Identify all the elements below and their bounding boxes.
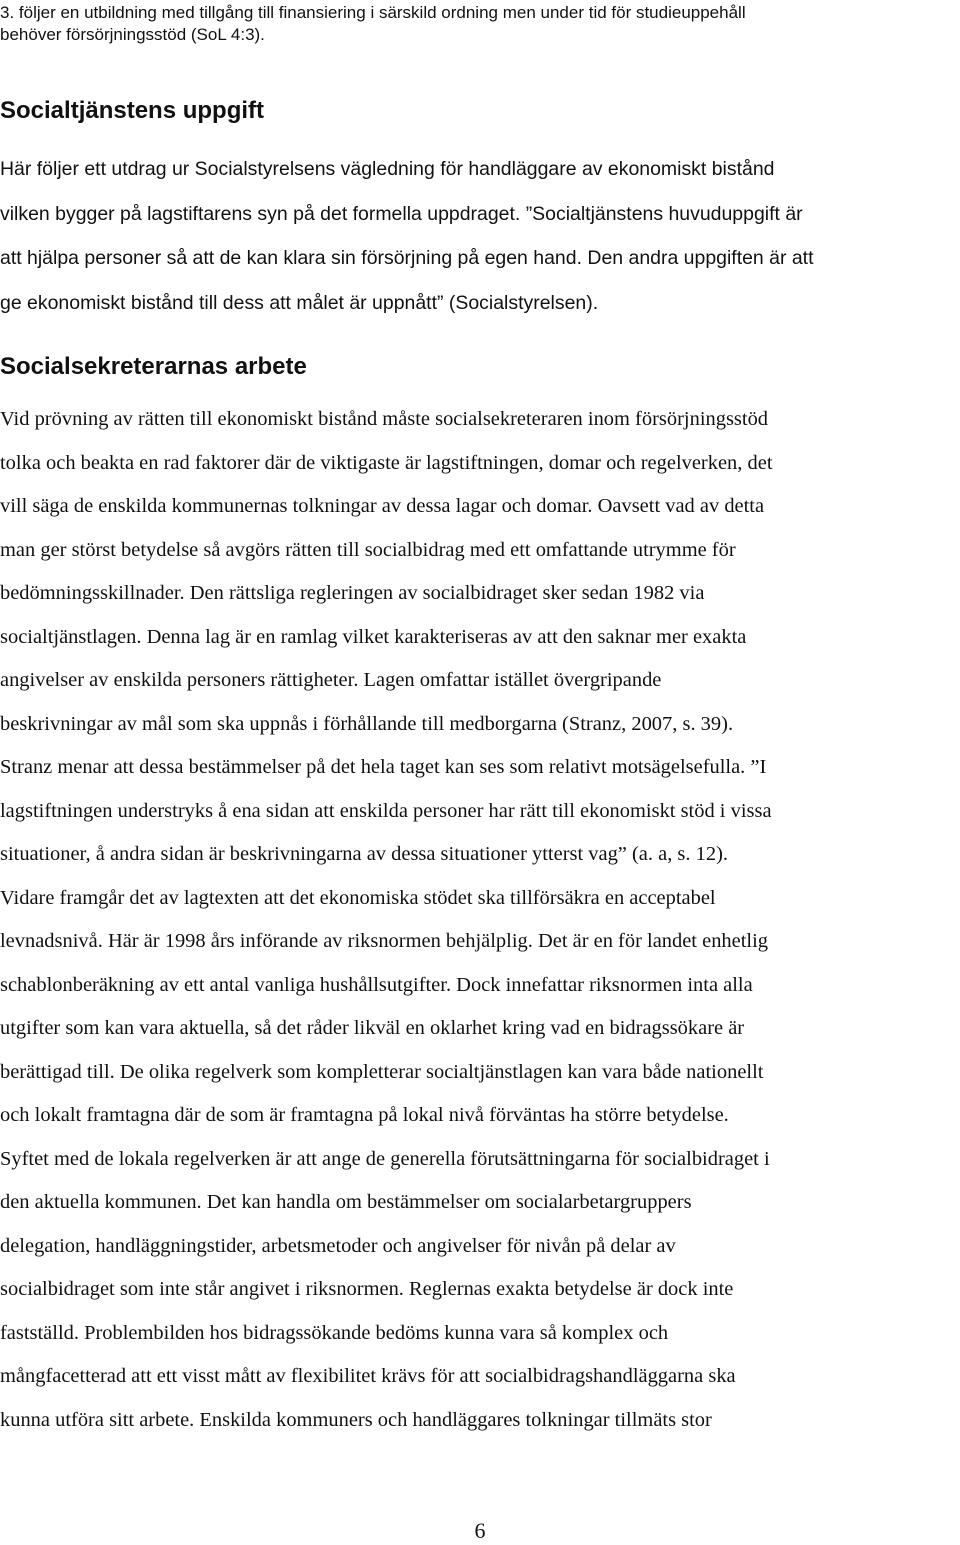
intro-paragraph [0,2,958,46]
paragraph-line: schablonberäkning av ett antal vanliga hushållsutgifter. Dock innefattar riksnormen inta alla [0,973,753,996]
paragraph-line: Vid prövning av rätten till ekonomiskt bistånd måste socialsekreteraren inom försörjningsstöd [0,408,769,430]
paragraph-line: situationer, å andra sidan är beskrivningarna av dessa situationer ytterst vag” (a. a, s. 12). [0,843,729,865]
paragraph-line: Vidare framgår det av lagtexten att det ekonomiska stödet ska tillförsäkra en acceptabel [0,886,716,909]
paragraph-line: beskrivningar av mål som ska uppnås i förhållande till medborgarna (Stranz, 2007, s. 39). [0,712,734,735]
paragraph-line: Här följer ett utdrag ur Socialstyrelsens vägledning för handläggare av ekonomiskt bistånd [0,158,775,180]
page-number: 6 [474,1518,486,1543]
paragraph-line: berättigad till. De olika regelverk som kompletterar socialtjänstlagen kan vara både nationellt [0,1060,764,1083]
paragraph-line: utgifter som kan vara aktuella, så det råder likväl en oklarhet kring vad en bidragssökare är [0,1017,745,1039]
paragraph-line: delegation, handläggningstider, arbetsmetoder och angivelser för nivån på delar av [0,1234,676,1257]
intro-line: 3. följer en utbildning med tillgång till finansiering i särskild ordning men under tid för studieuppehåll [0,3,746,22]
paragraph-socialsekreterarnas-arbete [0,398,960,1442]
paragraph-line: socialbidraget som inte står angivet i riksnormen. Reglernas exakta betydelse är dock inte [0,1278,734,1300]
paragraph-line: den aktuella kommunen. Det kan handla om bestämmelser om socialarbetargruppers [0,1191,692,1213]
paragraph-line: bedömningsskillnader. Den rättsliga regleringen av socialbidraget sker sedan 1982 via [0,582,705,604]
paragraph-line: och lokalt framtagna där de som är framtagna på lokal nivå förväntas ha större betydelse. [0,1104,729,1126]
paragraph-line: Stranz menar att dessa bestämmelser på det hela taget kan ses som relativt motsägelsefulla. ”I [0,756,767,778]
paragraph-line: ge ekonomiskt bistånd till dess att målet är uppnått” (Socialstyrelsen). [0,291,599,314]
paragraph-line: vilken bygger på lagstiftarens syn på det formella uppdraget. ”Socialtjänstens huvuduppgift är [0,202,803,225]
paragraph-line: fastställd. Problembilden hos bidragssökande bedöms kunna vara så komplex och [0,1321,669,1344]
section-heading-socialtjanstens-uppgift: Socialtjänstens uppgift [0,97,265,124]
paragraph-line: angivelser av enskilda personers rättigheter. Lagen omfattar istället övergripande [0,669,662,691]
intro-line: behöver försörjningsstöd (SoL 4:3). [0,25,265,44]
paragraph-line: socialtjänstlagen. Denna lag är en ramlag vilket karakteriseras av att den saknar mer exakta [0,625,747,648]
paragraph-line: kunna utföra sitt arbete. Enskilda kommuners och handläggares tolkningar tillmäts stor [0,1408,712,1431]
paragraph-line: lagstiftningen understryks å ena sidan att enskilda personer har rätt till ekonomiskt stöd i vissa [0,799,772,822]
paragraph-line: vill säga de enskilda kommunernas tolkningar av dessa lagar och domar. Oavsett vad av detta [0,495,765,517]
paragraph-line: Syftet med de lokala regelverken är att ange de generella förutsättningarna för socialbidraget i [0,1147,770,1170]
section-heading-socialsekreterarnas-arbete: Socialsekreterarnas arbete [0,353,307,380]
paragraph-socialtjanstens-uppgift [0,147,960,325]
paragraph-line: levnadsnivå. Här är 1998 års införande av riksnormen behjälplig. Det är en för landet enhetlig [0,930,769,952]
paragraph-line: mångfacetterad att ett visst mått av flexibilitet krävs för att socialbidragshandläggarna ska [0,1365,736,1387]
paragraph-line: tolka och beakta en rad faktorer där de viktigaste är lagstiftningen, domar och regelverken, det [0,451,773,474]
paragraph-line: att hjälpa personer så att de kan klara sin försörjning på egen hand. Den andra uppgiften är att [0,247,814,269]
paragraph-line: man ger störst betydelse så avgörs rätten till socialbidrag med ett omfattande utrymme för [0,538,736,561]
